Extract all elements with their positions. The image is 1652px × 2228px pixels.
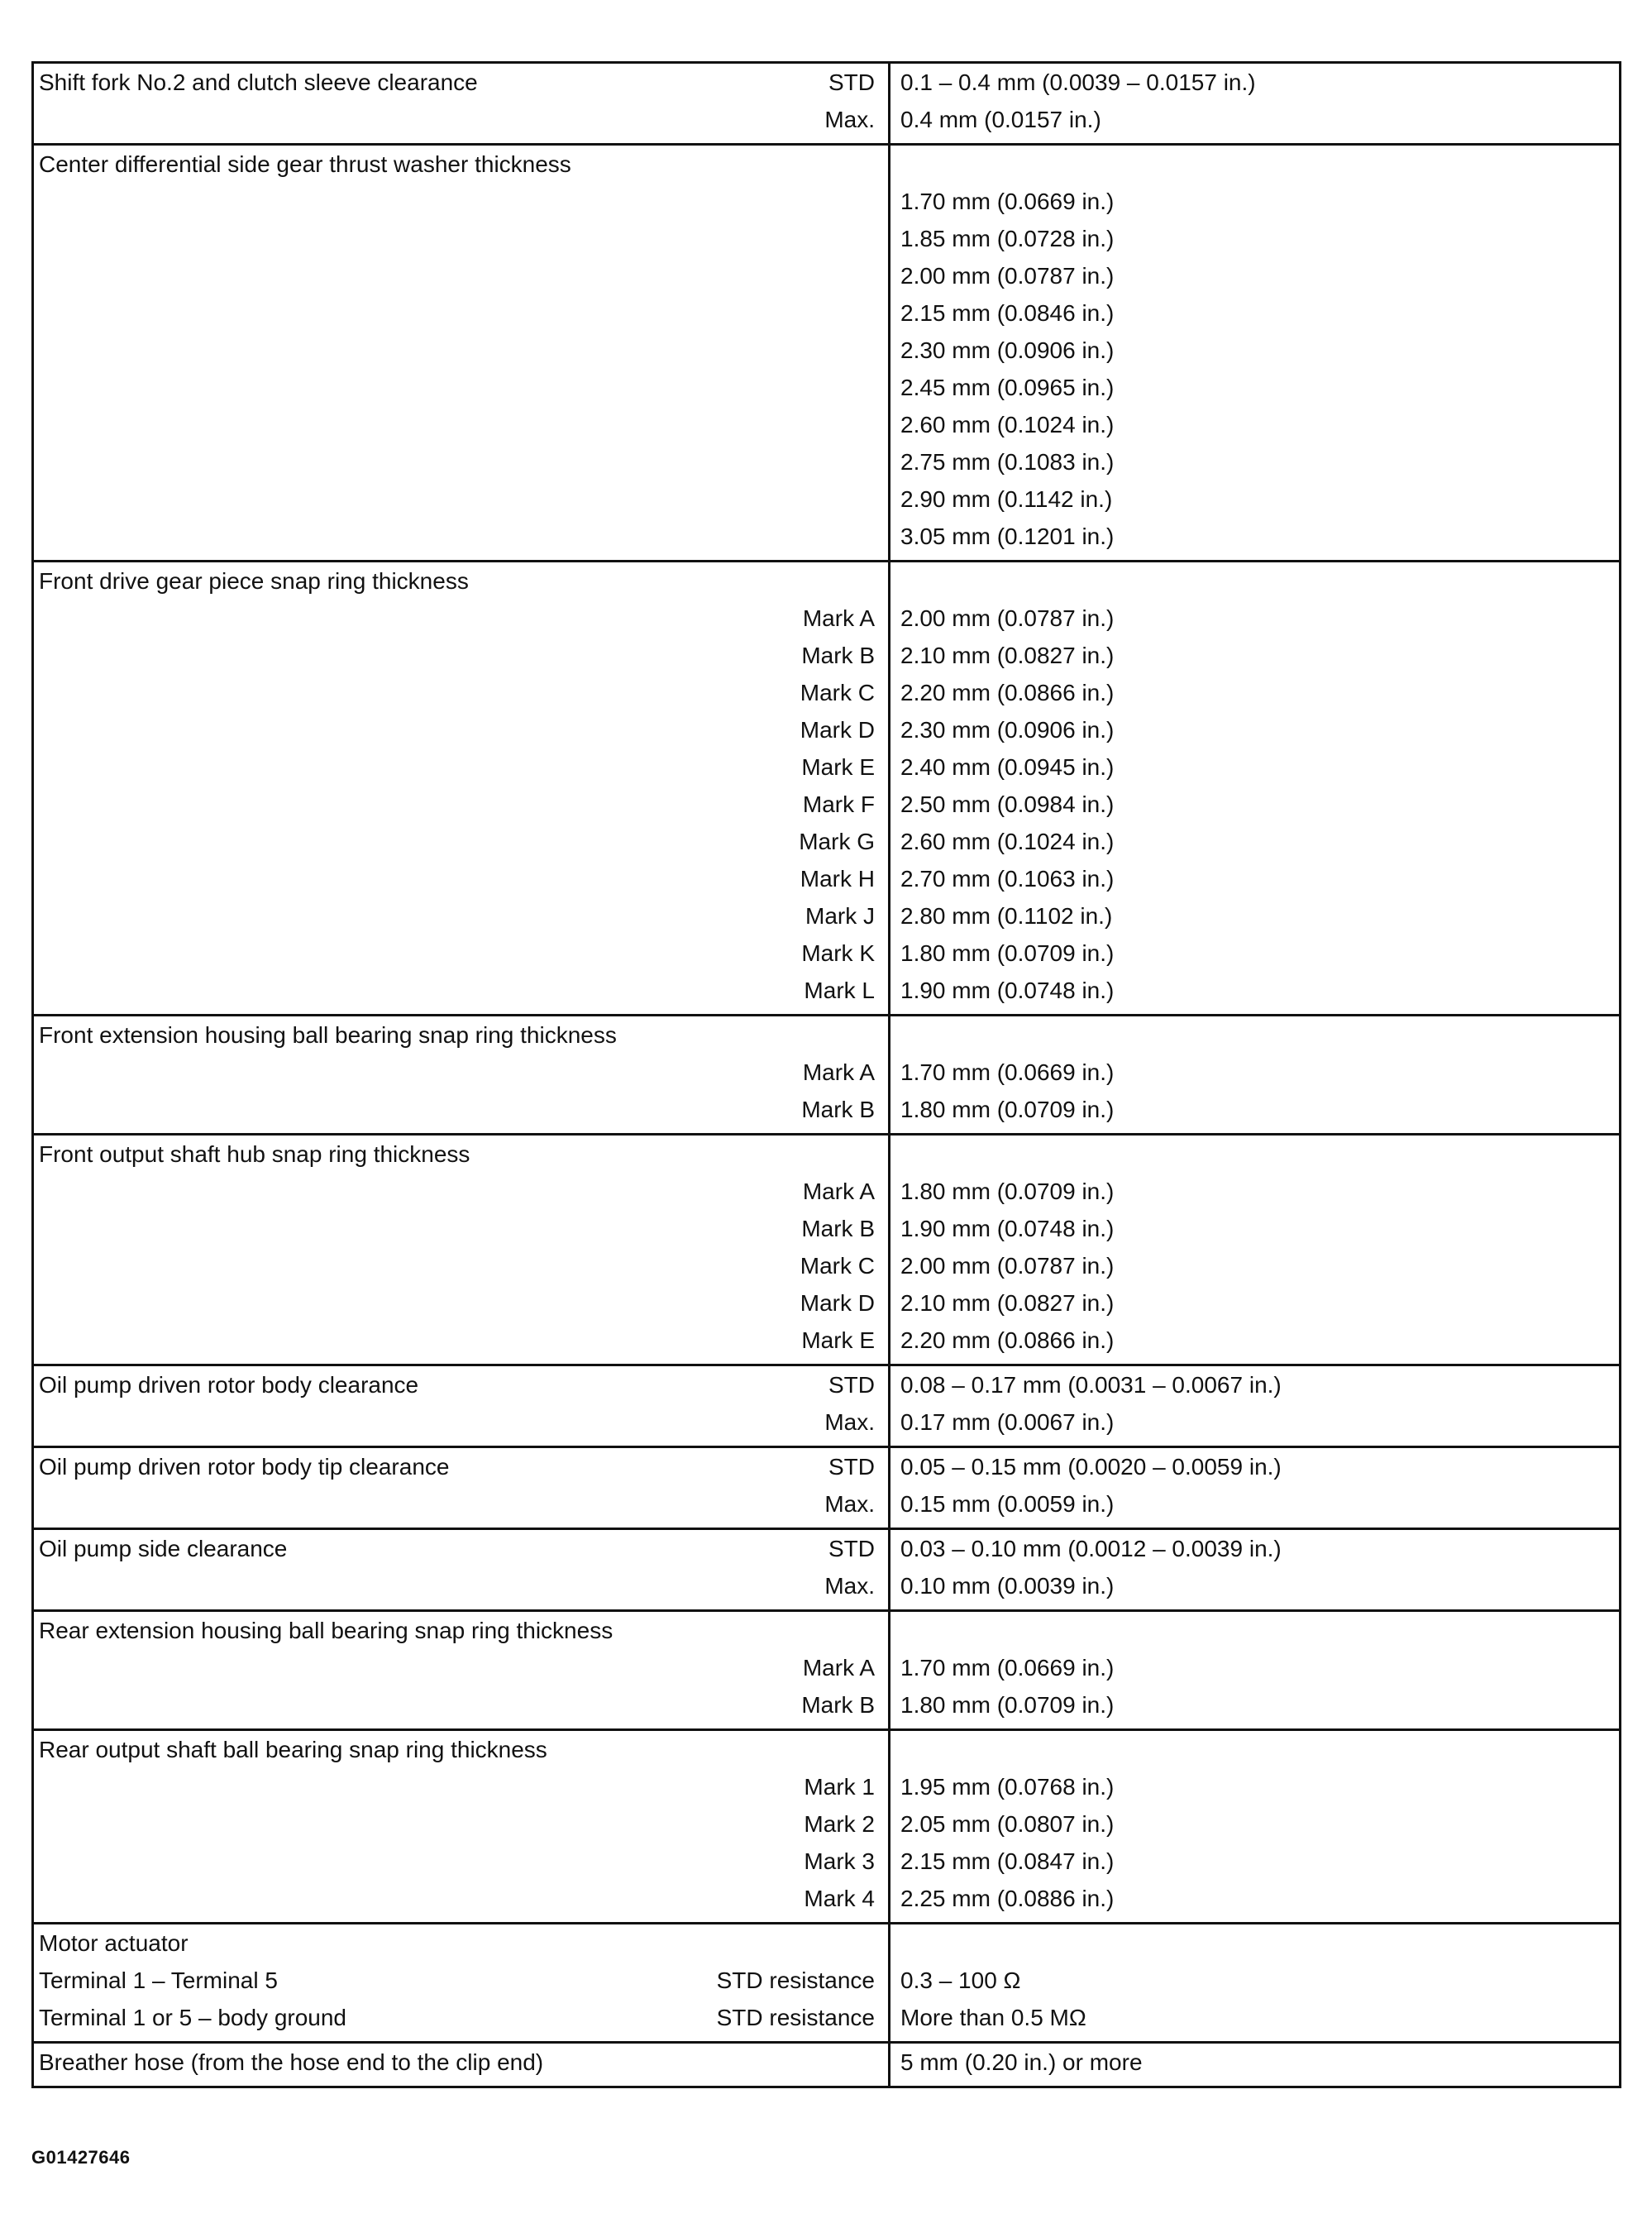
spec-qualifier: STD <box>828 1536 875 1561</box>
spec-value: 2.30 mm (0.0906 in.) <box>900 337 1115 363</box>
spec-value: 1.80 mm (0.0709 in.) <box>900 1179 1115 1204</box>
spec-title: Shift fork No.2 and clutch sleeve clearance <box>39 69 478 95</box>
spec-title-row <box>34 2044 1619 2081</box>
spec-row <box>34 1649 1619 1686</box>
spec-item-cell <box>34 972 890 1009</box>
spec-value <box>890 562 1619 600</box>
spec-item-cell <box>34 711 890 748</box>
spec-value <box>890 1136 1619 1173</box>
spec-value: 2.75 mm (0.1083 in.) <box>900 449 1115 475</box>
spec-item-cell <box>34 1247 890 1284</box>
spec-section <box>34 560 1619 1014</box>
spec-row <box>34 674 1619 711</box>
spec-value: 2.00 mm (0.0787 in.) <box>900 605 1115 631</box>
spec-value: 1.95 mm (0.0768 in.) <box>900 1774 1115 1800</box>
spec-value: 1.80 mm (0.0709 in.) <box>900 1097 1115 1122</box>
spec-qualifier: Mark A <box>802 605 875 631</box>
spec-qualifier: Mark C <box>800 680 875 705</box>
spec-title: Center differential side gear thrust washer thickness <box>39 151 571 177</box>
spec-qualifier: STD <box>828 1454 875 1480</box>
spec-qualifier: Mark C <box>800 1253 875 1279</box>
spec-item-cell <box>34 1731 890 1768</box>
spec-value: More than 0.5 MΩ <box>900 2005 1086 2030</box>
spec-value: 2.05 mm (0.0807 in.) <box>900 1811 1115 1837</box>
spacer-cell <box>34 1523 890 1528</box>
spec-value: 1.70 mm (0.0669 in.) <box>900 1059 1115 1085</box>
spec-item-cell <box>34 823 890 860</box>
spec-item-cell <box>34 369 890 406</box>
spec-section <box>34 1728 1619 1922</box>
spec-title: Front output shaft hub snap ring thickness <box>39 1141 470 1167</box>
spec-title: Motor actuator <box>39 1930 189 1956</box>
spec-title-row <box>34 1612 1619 1649</box>
spec-qualifier: Mark B <box>801 1097 875 1122</box>
spec-row <box>34 1686 1619 1724</box>
spec-row <box>34 972 1619 1009</box>
spec-qualifier: Mark D <box>800 717 875 743</box>
spec-value: 2.10 mm (0.0827 in.) <box>900 1290 1115 1316</box>
spec-row <box>34 1962 1619 1999</box>
spec-qualifier: Mark 1 <box>804 1774 875 1800</box>
spec-value: 0.4 mm (0.0157 in.) <box>900 107 1101 132</box>
spec-qualifier: Mark J <box>805 903 875 929</box>
spec-item-cell <box>34 1843 890 1880</box>
spec-item-cell <box>34 1448 890 1485</box>
spec-item-cell <box>34 1805 890 1843</box>
spec-item-cell <box>34 786 890 823</box>
spec-value: 5 mm (0.20 in.) or more <box>900 2049 1143 2075</box>
spec-value: 2.60 mm (0.1024 in.) <box>900 829 1115 854</box>
spec-row <box>34 1999 1619 2036</box>
spec-row <box>34 637 1619 674</box>
spec-value: 2.20 mm (0.0866 in.) <box>900 680 1115 705</box>
spec-value: 1.70 mm (0.0669 in.) <box>900 1655 1115 1681</box>
spec-item-cell <box>34 1768 890 1805</box>
spec-row <box>34 101 1619 138</box>
spec-qualifier: Mark B <box>801 1216 875 1241</box>
spec-qualifier: Mark B <box>801 643 875 668</box>
spec-item-cell <box>34 600 890 637</box>
spec-qualifier: Mark A <box>802 1655 875 1681</box>
spec-item-cell <box>34 64 890 101</box>
spec-item-cell <box>34 1999 890 2036</box>
spec-item-cell <box>34 637 890 674</box>
spec-title-row <box>34 1448 1619 1485</box>
spec-qualifier: Mark 4 <box>804 1886 875 1911</box>
spec-row <box>34 1173 1619 1210</box>
spec-title: Oil pump driven rotor body tip clearance <box>39 1454 450 1480</box>
spec-item-cell <box>34 146 890 183</box>
spec-item-cell <box>34 1880 890 1917</box>
spec-item-cell <box>34 1403 890 1441</box>
spec-section <box>34 64 1619 143</box>
spec-value: 2.20 mm (0.0866 in.) <box>900 1327 1115 1353</box>
spec-value <box>890 1731 1619 1768</box>
spec-item-cell <box>34 748 890 786</box>
spec-row <box>34 220 1619 257</box>
spec-value: 2.90 mm (0.1142 in.) <box>900 486 1113 512</box>
spec-title-row <box>34 64 1619 101</box>
spec-value: 2.25 mm (0.0886 in.) <box>900 1886 1115 1911</box>
spec-qualifier: Mark 2 <box>804 1811 875 1837</box>
spec-section <box>34 1528 1619 1609</box>
spec-title-row <box>34 1731 1619 1768</box>
spec-row <box>34 481 1619 518</box>
spec-row <box>34 183 1619 220</box>
spec-value: 0.08 – 0.17 mm (0.0031 – 0.0067 in.) <box>900 1372 1282 1398</box>
spec-value: 2.00 mm (0.0787 in.) <box>900 263 1115 289</box>
spec-value: 3.05 mm (0.1201 in.) <box>900 524 1115 549</box>
spec-value: 2.10 mm (0.0827 in.) <box>900 643 1115 668</box>
spec-value: 2.80 mm (0.1102 in.) <box>900 903 1113 929</box>
spec-item-cell <box>34 1284 890 1322</box>
spec-row <box>34 518 1619 555</box>
spec-row <box>34 1843 1619 1880</box>
spec-title: Rear output shaft ball bearing snap ring thickness <box>39 1737 547 1762</box>
spec-title-row <box>34 1136 1619 1173</box>
spec-row <box>34 443 1619 481</box>
spec-row <box>34 369 1619 406</box>
spec-qualifier: STD resistance <box>716 2005 875 2030</box>
spec-value: 1.85 mm (0.0728 in.) <box>900 226 1115 251</box>
spec-row <box>34 257 1619 294</box>
spec-item-cell <box>34 562 890 600</box>
spec-row <box>34 600 1619 637</box>
spec-value: 1.90 mm (0.0748 in.) <box>900 978 1115 1003</box>
spec-title: Breather hose (from the hose end to the clip end) <box>39 2049 544 2075</box>
spec-item-cell <box>34 1962 890 1999</box>
spec-item-cell <box>34 935 890 972</box>
spec-value: 2.15 mm (0.0847 in.) <box>900 1848 1115 1874</box>
spec-item-cell <box>34 1686 890 1724</box>
spec-row <box>34 1247 1619 1284</box>
section-spacer <box>34 2081 1619 2086</box>
spacer-cell <box>34 1604 890 1609</box>
spec-table <box>31 61 1621 2088</box>
spec-row <box>34 1210 1619 1247</box>
spec-section <box>34 1609 1619 1728</box>
spec-item-cell <box>34 1016 890 1054</box>
spec-item-cell <box>34 294 890 332</box>
spec-title: Oil pump driven rotor body clearance <box>39 1372 419 1398</box>
spec-item-cell <box>34 257 890 294</box>
spec-qualifier: Mark G <box>799 829 875 854</box>
spec-value <box>890 1016 1619 1054</box>
spec-row <box>34 786 1619 823</box>
spec-row <box>34 711 1619 748</box>
spec-value: 1.80 mm (0.0709 in.) <box>900 1692 1115 1718</box>
spec-title-row <box>34 1016 1619 1054</box>
spec-item-cell <box>34 674 890 711</box>
spec-row <box>34 1284 1619 1322</box>
spacer-cell <box>34 1359 890 1364</box>
spec-value: 0.3 – 100 Ω <box>900 1967 1021 1993</box>
spec-section <box>34 1446 1619 1528</box>
spec-qualifier: Mark F <box>802 791 875 817</box>
spec-item-cell <box>34 1649 890 1686</box>
spacer-cell <box>34 1917 890 1922</box>
spacer-cell <box>34 1009 890 1014</box>
spec-section <box>34 1014 1619 1133</box>
spec-value <box>890 1612 1619 1649</box>
spec-qualifier: Mark A <box>802 1059 875 1085</box>
spec-row <box>34 332 1619 369</box>
spec-title-row <box>34 1530 1619 1567</box>
spec-row <box>34 406 1619 443</box>
spec-item-cell <box>34 1091 890 1128</box>
spec-title: Oil pump side clearance <box>39 1536 288 1561</box>
spacer-cell <box>34 1441 890 1446</box>
spacer-cell <box>34 138 890 143</box>
spec-item-cell <box>34 1485 890 1523</box>
spec-value: 0.15 mm (0.0059 in.) <box>900 1491 1115 1517</box>
spec-row <box>34 294 1619 332</box>
spec-value: 1.90 mm (0.0748 in.) <box>900 1216 1115 1241</box>
spec-qualifier: STD resistance <box>716 1967 875 1993</box>
spec-qualifier: Mark A <box>802 1179 875 1204</box>
spec-value: 2.50 mm (0.0984 in.) <box>900 791 1115 817</box>
spec-value: 1.80 mm (0.0709 in.) <box>900 940 1115 966</box>
spec-item-cell <box>34 1567 890 1604</box>
spec-value: 2.70 mm (0.1063 in.) <box>900 866 1115 892</box>
spec-item-cell <box>34 860 890 897</box>
spec-qualifier: STD <box>828 69 875 95</box>
spec-value: 2.60 mm (0.1024 in.) <box>900 412 1115 437</box>
spec-section <box>34 1922 1619 2041</box>
spec-item-cell <box>34 332 890 369</box>
spec-item-cell <box>34 2044 890 2081</box>
spec-qualifier: Max. <box>824 107 875 132</box>
spec-item-cell <box>34 1210 890 1247</box>
spec-value: 0.03 – 0.10 mm (0.0012 – 0.0039 in.) <box>900 1536 1282 1561</box>
spec-value: 2.15 mm (0.0846 in.) <box>900 300 1115 326</box>
spec-item-cell <box>34 101 890 138</box>
spec-row <box>34 1805 1619 1843</box>
spec-row <box>34 823 1619 860</box>
spec-row <box>34 1091 1619 1128</box>
spec-qualifier: Mark 3 <box>804 1848 875 1874</box>
spec-row <box>34 935 1619 972</box>
spec-row <box>34 1403 1619 1441</box>
spec-item-cell <box>34 1322 890 1359</box>
spec-qualifier: Mark E <box>801 754 875 780</box>
spec-value <box>890 146 1619 183</box>
spec-item-cell <box>34 1173 890 1210</box>
spec-row <box>34 1322 1619 1359</box>
spec-qualifier: Mark B <box>801 1692 875 1718</box>
spec-title-row <box>34 562 1619 600</box>
spec-section <box>34 1133 1619 1364</box>
spec-value: 2.00 mm (0.0787 in.) <box>900 1253 1115 1279</box>
spec-row <box>34 897 1619 935</box>
spec-row <box>34 1567 1619 1604</box>
spec-section <box>34 2041 1619 2086</box>
spec-item-cell <box>34 406 890 443</box>
spec-item-cell <box>34 1924 890 1962</box>
spec-section <box>34 1364 1619 1446</box>
spec-row <box>34 1880 1619 1917</box>
spec-row <box>34 748 1619 786</box>
spec-qualifier: STD <box>828 1372 875 1398</box>
spec-title: Front drive gear piece snap ring thickness <box>39 568 469 594</box>
spec-row <box>34 1485 1619 1523</box>
spec-item-cell <box>34 1612 890 1649</box>
spacer-cell <box>34 1128 890 1133</box>
spec-item-cell <box>34 1136 890 1173</box>
spec-item-cell <box>34 443 890 481</box>
spec-row <box>34 860 1619 897</box>
spec-value: 0.17 mm (0.0067 in.) <box>900 1409 1115 1435</box>
spec-value: 2.40 mm (0.0945 in.) <box>900 754 1115 780</box>
spec-title: Rear extension housing ball bearing snap ring thickness <box>39 1618 614 1643</box>
spec-section <box>34 143 1619 560</box>
spec-qualifier: Max. <box>824 1409 875 1435</box>
spec-row <box>34 1054 1619 1091</box>
spec-label: Terminal 1 or 5 – body ground <box>39 2005 346 2030</box>
spec-qualifier: Mark H <box>800 866 875 892</box>
spec-item-cell <box>34 220 890 257</box>
spec-title: Front extension housing ball bearing snap ring thickness <box>39 1022 617 1048</box>
spec-title-row <box>34 146 1619 183</box>
spec-qualifier: Max. <box>824 1491 875 1517</box>
spec-item-cell <box>34 1054 890 1091</box>
spacer-cell <box>34 555 890 560</box>
spec-qualifier: Mark L <box>804 978 875 1003</box>
spec-item-cell <box>34 1366 890 1403</box>
spec-value: 0.1 – 0.4 mm (0.0039 – 0.0157 in.) <box>900 69 1256 95</box>
spec-title-row <box>34 1924 1619 1962</box>
spec-item-cell <box>34 518 890 555</box>
spacer-cell <box>34 2036 890 2041</box>
spec-qualifier: Mark K <box>801 940 875 966</box>
figure-id: G01427646 <box>31 2147 131 2168</box>
spec-item-cell <box>34 897 890 935</box>
spec-value: 0.10 mm (0.0039 in.) <box>900 1573 1115 1599</box>
spacer-cell <box>34 1724 890 1728</box>
spec-label: Terminal 1 – Terminal 5 <box>39 1967 278 1993</box>
spec-qualifier: Mark D <box>800 1290 875 1316</box>
spec-qualifier: Mark E <box>801 1327 875 1353</box>
spec-qualifier: Max. <box>824 1573 875 1599</box>
spec-item-cell <box>34 183 890 220</box>
spec-title-row <box>34 1366 1619 1403</box>
spec-row <box>34 1768 1619 1805</box>
spec-item-cell <box>34 1530 890 1567</box>
spec-value: 0.05 – 0.15 mm (0.0020 – 0.0059 in.) <box>900 1454 1282 1480</box>
spec-value <box>890 1924 1619 1962</box>
spec-value: 1.70 mm (0.0669 in.) <box>900 189 1115 214</box>
spec-item-cell <box>34 481 890 518</box>
spec-value: 2.45 mm (0.0965 in.) <box>900 375 1115 400</box>
spacer-cell <box>34 2081 890 2086</box>
spec-value: 2.30 mm (0.0906 in.) <box>900 717 1115 743</box>
